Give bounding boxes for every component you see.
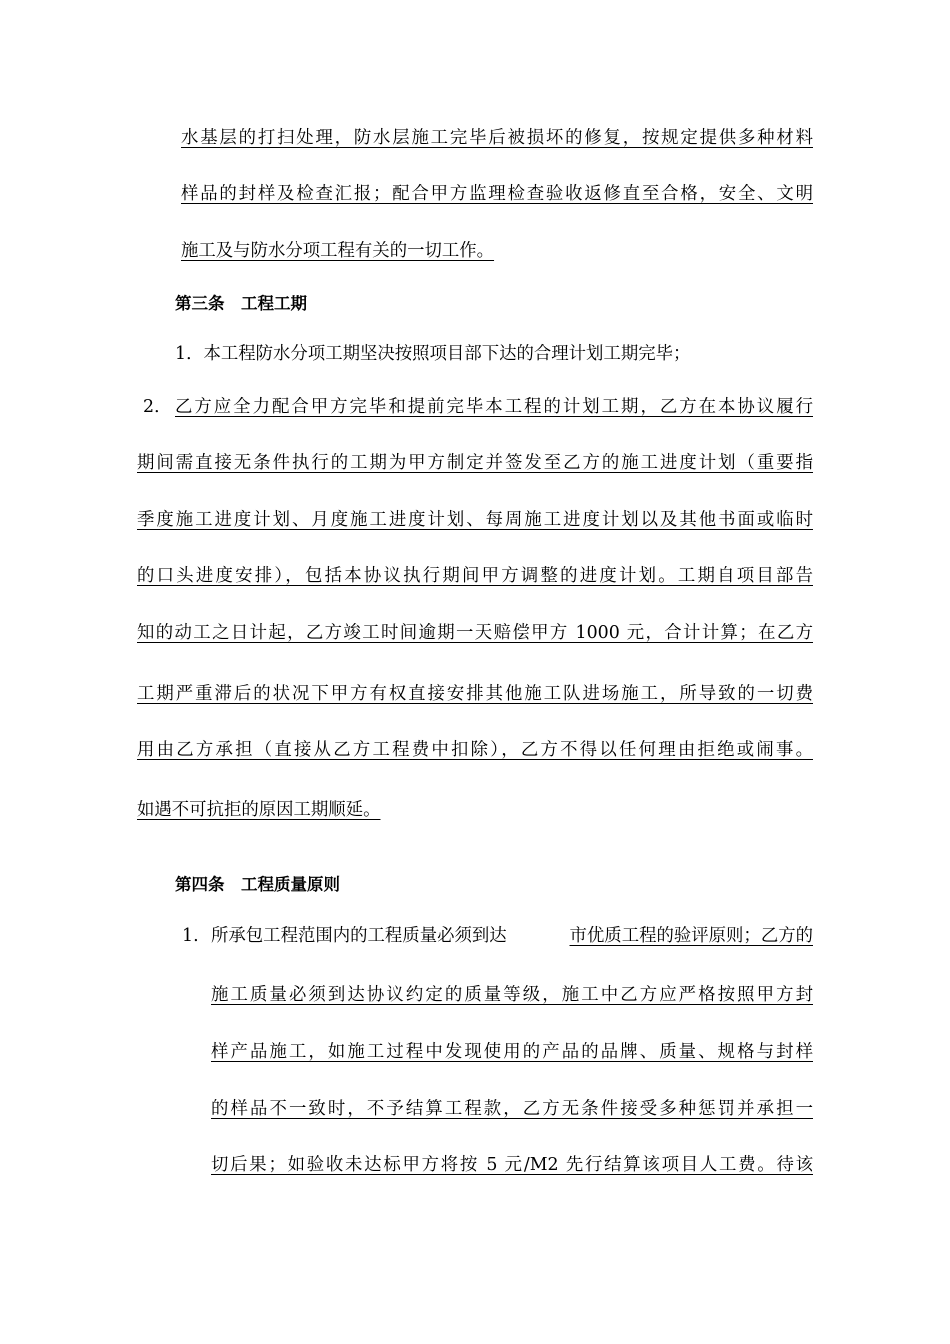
article-3-item-2-line: 如遇不可抗拒的原因工期顺延。 bbox=[137, 800, 381, 820]
article-3-item-2-line: 的口头进度安排），包括本协议执行期间甲方调整的进度计划。工期自项目部告 bbox=[137, 566, 813, 586]
article-4-item-1-line: 施工质量必须到达协议约定的质量等级，施工中乙方应严格按照甲方封 bbox=[211, 985, 813, 1005]
article-4-item-1-first-line bbox=[211, 925, 813, 947]
article-4-item-1-number: 1. bbox=[182, 926, 199, 946]
article-3-item-2-line: 工期严重滞后的状况下甲方有权直接安排其他施工队进场施工，所导致的一切费 bbox=[137, 684, 813, 704]
article-3-item-2-line: 期间需直接无条件执行的工期为甲方制定并签发至乙方的施工进度计划（重要指 bbox=[137, 453, 813, 473]
article-4-heading: 第四条 工程质量原则 bbox=[175, 875, 340, 894]
article-4-item-1-text-underlined: 市优质工程的验评原则；乙方的 bbox=[569, 926, 813, 946]
article-4-item-1-text: 所承包工程范围内的工程质量必须到达 bbox=[211, 926, 507, 946]
paragraph-line: 样品的封样及检查汇报；配合甲方监理检查验收返修直至合格，安全、文明 bbox=[181, 184, 813, 204]
article-3-item-1: 1．本工程防水分项工期坚决按照项目部下达的合理计划工期完毕； bbox=[175, 344, 691, 364]
article-3-item-2-number: 2． bbox=[143, 397, 172, 417]
article-4-item-1-line: 样产品施工，如施工过程中发现使用的产品的品牌、质量、规格与封样 bbox=[211, 1042, 813, 1062]
article-3-item-2-line: 季度施工进度计划、月度施工进度计划、每周施工进度计划以及其他书面或临时 bbox=[137, 510, 813, 530]
article-4-item-1-line: 切后果；如验收未达标甲方将按 5 元/M2 先行结算该项目人工费。待该 bbox=[211, 1155, 813, 1175]
article-3-heading: 第三条 工程工期 bbox=[175, 294, 307, 313]
paragraph-line: 施工及与防水分项工程有关的一切工作。 bbox=[181, 241, 495, 261]
article-3-item-2-line: 知的动工之日计起，乙方竣工时间逾期一天赔偿甲方 1000 元，合计计算；在乙方 bbox=[137, 623, 813, 643]
article-4-item-1-line: 的样品不一致时，不予结算工程款，乙方无条件接受多种惩罚并承担一 bbox=[211, 1099, 813, 1119]
article-3-item-2-line: 用由乙方承担（直接从乙方工程费中扣除），乙方不得以任何理由拒绝或闹事。 bbox=[137, 740, 813, 760]
article-3-item-2-line: 乙方应全力配合甲方完毕和提前完毕本工程的计划工期，乙方在本协议履行 bbox=[175, 397, 813, 417]
paragraph-line: 水基层的打扫处理，防水层施工完毕后被损坏的修复，按规定提供多种材料 bbox=[181, 128, 813, 148]
